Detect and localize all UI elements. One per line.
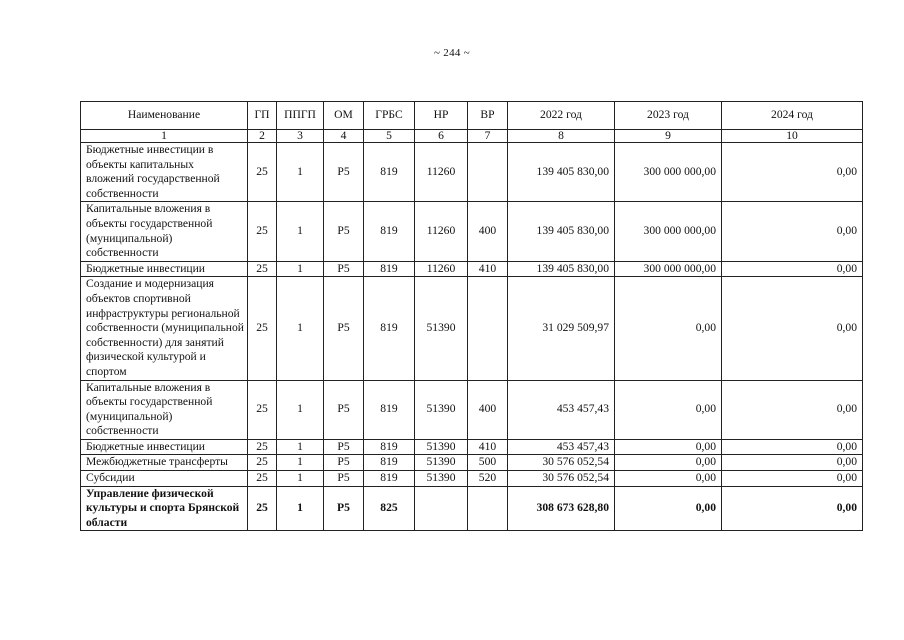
gp-cell: 25: [248, 455, 277, 471]
year-2023-cell: 0,00: [615, 486, 722, 531]
header-cell: ГРБС: [364, 102, 415, 130]
year-2022-cell: 31 029 509,97: [508, 277, 615, 380]
nr-cell: 51390: [415, 380, 468, 439]
grbs-cell: 819: [364, 439, 415, 455]
nr-cell: 51390: [415, 471, 468, 487]
year-2022-cell: 30 576 052,54: [508, 471, 615, 487]
column-number: 1: [81, 130, 248, 143]
gp-cell: 25: [248, 277, 277, 380]
name-cell: Управление физической культуры и спорта Брянской области: [81, 486, 248, 531]
year-2022-cell: 139 405 830,00: [508, 202, 615, 261]
table-row: [81, 143, 863, 202]
year-2023-cell: 0,00: [615, 455, 722, 471]
om-cell: Р5: [324, 471, 364, 487]
column-number: 4: [324, 130, 364, 143]
vr-cell: 400: [468, 202, 508, 261]
om-cell: Р5: [324, 277, 364, 380]
year-2024-cell: 0,00: [722, 202, 863, 261]
nr-cell: [415, 486, 468, 531]
page-number: ~ 244 ~: [433, 47, 470, 59]
year-2022-cell: 139 405 830,00: [508, 143, 615, 202]
om-cell: Р5: [324, 455, 364, 471]
om-cell: Р5: [324, 486, 364, 531]
table-row: [81, 202, 863, 261]
vr-cell: 520: [468, 471, 508, 487]
vr-cell: [468, 277, 508, 380]
gp-cell: 25: [248, 261, 277, 277]
table-row: [81, 261, 863, 277]
grbs-cell: 819: [364, 471, 415, 487]
year-2024-cell: 0,00: [722, 486, 863, 531]
column-number: 9: [615, 130, 722, 143]
table-row: [81, 380, 863, 439]
column-number: 5: [364, 130, 415, 143]
grbs-cell: 819: [364, 261, 415, 277]
column-number: 3: [277, 130, 324, 143]
year-2022-cell: 453 457,43: [508, 439, 615, 455]
year-2024-cell: 0,00: [722, 471, 863, 487]
year-2022-cell: 139 405 830,00: [508, 261, 615, 277]
name-cell: Капитальные вложения в объекты государственной (муниципальной) собственности: [81, 380, 248, 439]
om-cell: Р5: [324, 202, 364, 261]
column-number-row: [81, 130, 863, 143]
table-row: [81, 455, 863, 471]
header-cell: 2024 год: [722, 102, 863, 130]
year-2024-cell: 0,00: [722, 380, 863, 439]
om-cell: Р5: [324, 439, 364, 455]
vr-cell: [468, 143, 508, 202]
gp-cell: 25: [248, 380, 277, 439]
header-cell: ГП: [248, 102, 277, 130]
header-cell: 2023 год: [615, 102, 722, 130]
year-2023-cell: 0,00: [615, 439, 722, 455]
om-cell: Р5: [324, 261, 364, 277]
gp-cell: 25: [248, 439, 277, 455]
nr-cell: 11260: [415, 202, 468, 261]
name-cell: Межбюджетные трансферты: [81, 455, 248, 471]
table-row: [81, 471, 863, 487]
year-2023-cell: 0,00: [615, 277, 722, 380]
column-number: 8: [508, 130, 615, 143]
year-2023-cell: 300 000 000,00: [615, 202, 722, 261]
name-cell: Бюджетные инвестиции в объекты капитальных вложений государственной собственности: [81, 143, 248, 202]
ppgp-cell: 1: [277, 261, 324, 277]
table-row: [81, 486, 863, 531]
ppgp-cell: 1: [277, 486, 324, 531]
vr-cell: [468, 486, 508, 531]
year-2023-cell: 0,00: [615, 380, 722, 439]
grbs-cell: 819: [364, 277, 415, 380]
gp-cell: 25: [248, 486, 277, 531]
table-body: [81, 143, 863, 531]
column-number: 7: [468, 130, 508, 143]
year-2024-cell: 0,00: [722, 261, 863, 277]
ppgp-cell: 1: [277, 439, 324, 455]
year-2024-cell: 0,00: [722, 277, 863, 380]
om-cell: Р5: [324, 143, 364, 202]
header-cell: ОМ: [324, 102, 364, 130]
year-2022-cell: 30 576 052,54: [508, 455, 615, 471]
nr-cell: 11260: [415, 261, 468, 277]
grbs-cell: 819: [364, 143, 415, 202]
year-2023-cell: 300 000 000,00: [615, 143, 722, 202]
year-2023-cell: 0,00: [615, 471, 722, 487]
ppgp-cell: 1: [277, 380, 324, 439]
table-row: [81, 439, 863, 455]
year-2022-cell: 453 457,43: [508, 380, 615, 439]
nr-cell: 51390: [415, 277, 468, 380]
vr-cell: 400: [468, 380, 508, 439]
nr-cell: 51390: [415, 455, 468, 471]
grbs-cell: 819: [364, 202, 415, 261]
column-number: 10: [722, 130, 863, 143]
nr-cell: 11260: [415, 143, 468, 202]
name-cell: Бюджетные инвестиции: [81, 261, 248, 277]
ppgp-cell: 1: [277, 143, 324, 202]
column-number: 6: [415, 130, 468, 143]
year-2024-cell: 0,00: [722, 455, 863, 471]
header-cell: ВР: [468, 102, 508, 130]
header-cell: НР: [415, 102, 468, 130]
name-cell: Субсидии: [81, 471, 248, 487]
header-row: [81, 102, 863, 130]
header-cell: 2022 год: [508, 102, 615, 130]
header-cell: Наименование: [81, 102, 248, 130]
year-2024-cell: 0,00: [722, 143, 863, 202]
column-number: 2: [248, 130, 277, 143]
ppgp-cell: 1: [277, 277, 324, 380]
om-cell: Р5: [324, 380, 364, 439]
vr-cell: 410: [468, 439, 508, 455]
ppgp-cell: 1: [277, 202, 324, 261]
ppgp-cell: 1: [277, 471, 324, 487]
nr-cell: 51390: [415, 439, 468, 455]
name-cell: Создание и модернизация объектов спортивной инфраструктуры региональной собственности (муниципальной собственности) для занятий физической культурой и спортом: [81, 277, 248, 380]
grbs-cell: 825: [364, 486, 415, 531]
name-cell: Бюджетные инвестиции: [81, 439, 248, 455]
ppgp-cell: 1: [277, 455, 324, 471]
year-2022-cell: 308 673 628,80: [508, 486, 615, 531]
gp-cell: 25: [248, 471, 277, 487]
vr-cell: 410: [468, 261, 508, 277]
grbs-cell: 819: [364, 380, 415, 439]
year-2024-cell: 0,00: [722, 439, 863, 455]
grbs-cell: 819: [364, 455, 415, 471]
name-cell: Капитальные вложения в объекты государственной (муниципальной) собственности: [81, 202, 248, 261]
budget-table: [80, 101, 863, 531]
year-2023-cell: 300 000 000,00: [615, 261, 722, 277]
header-cell: ППГП: [277, 102, 324, 130]
gp-cell: 25: [248, 202, 277, 261]
vr-cell: 500: [468, 455, 508, 471]
table-row: [81, 277, 863, 380]
gp-cell: 25: [248, 143, 277, 202]
